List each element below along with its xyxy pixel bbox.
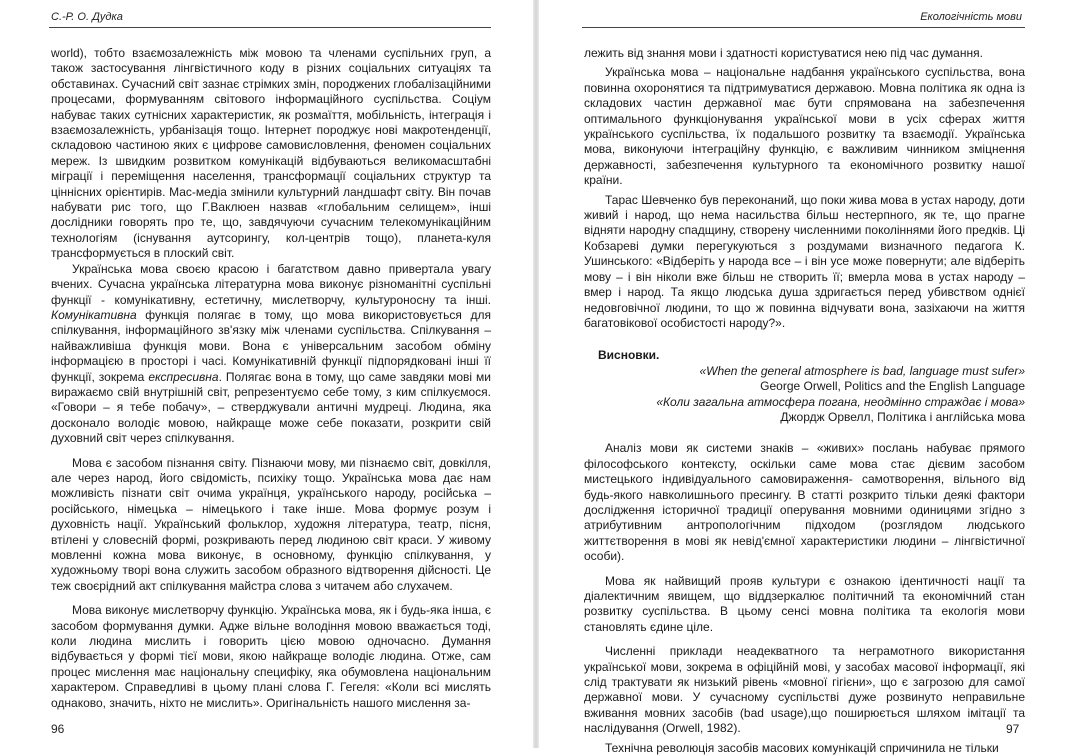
epigraph-quote-en: «When the general atmosphere is bad, language must sufer» bbox=[699, 363, 1025, 378]
right-body-text bbox=[584, 46, 1025, 756]
section-heading: Висновки. bbox=[598, 348, 660, 363]
paragraph: Мова виконує мислетворчу функцію. Українська мова, як і будь-яка інша, є засобом формування думки. Адже вільне володіння мовою вважається тоді, коли людина мислить і говорить цією мовою одночасно. Думання відбувається у формі тієї мови, якою найкраще володіє людина. Отже, сам процес мислення має національну специфіку, яка обумовлена національним характером. Справедливі в цьому плані слова Г. Гегеля: «Коли всі мислять однаково, значить, ніхто не мислить». Оригінальність нашого мислення за- bbox=[51, 603, 491, 710]
header-rule-right bbox=[582, 27, 1025, 28]
paragraph: Українська мова – національне надбання українського суспільства, вона повинна охоронятися та підтримуватися державою. Мовна політика як одна із складових частин державної має бути спрямована на забезпечення оптимального функціонування української мови в усіх сферах життя українського суспільства, їх подальшого розвитку та взаємодії. Українська мова, виконуючи інтеграційну функцію, є важливим чинником зміцнення державності, забезпечення культурного та економічного розвитку нашої країни. bbox=[584, 65, 1025, 188]
paragraph: Технічна революція засобів масових комунікацій спричинила не тільки bbox=[605, 740, 999, 755]
page-number-left: 96 bbox=[51, 722, 65, 736]
header-rule-left bbox=[49, 27, 491, 28]
paragraph: Тарас Шевченко був переконаний, що поки жива мова в устах народу, доти живий і народ, що нема насильства більш нестерпного, як те, що прагне відняти народну спадщину, створену численними поколіннями його предків. Ці Кобзареві думки перегукуються з роздумами визначного педагога К. Ушинського: «Відберіть у народа все – і він усе може повернути; але відберіть мову – і він ніколи вже більш не створить її; вмерла мова в устах народу – вмер і народ. Та якщо людська душа здригається перед убивством однієї недовговічної людини, то що ж повинна відчувати вона, зазіхаючи на життя багатовікової особистості народу?». bbox=[584, 192, 1025, 330]
paragraph: Українська мова своєю красою і багатством давно привертала увагу вчених. Сучасна українська літературна мова виконує різноманітні суспільні функції - комунікативну, естетичну, мислетворчу, культуроносну та інші. Комунікативна функція полягає в тому, що мова використовується для спілкування, інформаційного зв'язку між членами суспільства. Спілкування – найважливіша функція мови. Вона є універсальним засобом обміну інформацією в просторі і часі. Комунікативній функції підпорядковані інші її функції, зокрема експресивна. Полягає вона в тому, що саме завдяки мові ми виражаємо свій внутрішній світ, репрезентуємо себе тому, з ким спілкуємося. «Говори – я тебе побачу», – стверджували античні мудреці. Людина, яка досконало володіє мовою, найкраще може себе показати, розкрити свій духовний світ через спілкування. bbox=[51, 261, 491, 446]
epigraph-author-uk: Джордж Орвелл, Політика і англійська мова bbox=[780, 409, 1025, 424]
paragraph: Численні приклади неадекватного та неграмотного використання української мови, зокрема в офіційній мові, у засобах масової інформації, які слід трактувати як низький рівень «мовної гігієни», що є загрозою для самої державної мови. У сучасному суспільстві дуже розвинуто неправильне вживання мовних засобів (bad usage),що поширюється шляхом імітації та наслідування (Orwell, 1982). bbox=[584, 644, 1025, 736]
right-page bbox=[539, 0, 1073, 755]
term-expressive: експресивна bbox=[148, 369, 219, 384]
epigraph-author-en: George Orwell, Politics and the English Language bbox=[760, 379, 1025, 394]
term-communicative: Комунікативна bbox=[51, 307, 137, 322]
paragraph: Аналіз мови як системи знаків – «живих» послань набуває прямого філософського контексту, оскільки саме мова стає дієвим засобом мистецького індивідуального самовираження- самотворення, вільного від будь-якого навколишнього пресингу. В статті розкрито тільки деякі фактори дослідження історичної традиції оперування мовними одиницями згідно з атрибутивним антропологічним підходом (розглядом людського життєтворення в мові як невід'ємної характеристики людини – лінгвістичної особи). bbox=[584, 441, 1025, 564]
left-page bbox=[0, 0, 533, 748]
running-head-left: С.-Р. О. Дудка bbox=[51, 11, 123, 23]
paragraph: Мова як найвищий прояв культури є ознакою ідентичності нації та діалектичним явищем, що віддзеркалює політичний та економічний стан розвитку суспільства. В цьому сенсі мовна політика та екологія мови становлять єдине ціле. bbox=[584, 573, 1025, 634]
paragraph: world), тобто взаємозалежність між мовою та членами суспільних груп, а також застосування лінгвістичного коду в різних соціальних ситуаціях та обставинах. Сучасний світ зазнає стрімких змін, породжених глобалізаційними процесами, формуванням світового інформаційного суспільства. Соціум набуває таких сутнісних характеристик, як розмаїття, мобільність, інтеграція і взаємозалежність, урбанізація тощо. Інтернет породжує нові макротенденції, складовою частиною яких є цифрове самовисловлення, феномен соціальних мереж. Із швидким розвитком комунікацій відбуваються великомасштабні міграції і переміщення населення, трансформації соціальних структур та ціннісних орієнтирів. Мас-медіа змінили культурний ландшафт світу. Він почав набувати рис того, що Г.Ваклюен назвав «глобальним селищем», інші дослідники говорять про те, що, завдячуючи сучасним телекомунікаційним технологіям (існування аутсорингу, кол-центрів тощо), планета-куля трансформується в плоский світ. bbox=[51, 46, 491, 261]
running-head-right: Екологічність мови bbox=[920, 11, 1022, 23]
left-body-text bbox=[51, 46, 491, 711]
epigraph-quote-uk: «Коли загальна атмосфера погана, неодмінно страждає і мова» bbox=[656, 394, 1025, 409]
paragraph: лежить від знання мови і здатності користуватися нею під час думання. bbox=[584, 46, 983, 60]
page-number-right: 97 bbox=[1006, 722, 1020, 736]
paragraph: Мова є засобом пізнання світу. Пізнаючи мову, ми пізнаємо світ, довкілля, але через народ, його свідомість, психіку тощо. Українська мова дає нам можливість пізнати світ очима українця, українського народу, російська – російського, німецька – німецького і таке інше. Мова формує розум і духовність нації. Український фольклор, художня література, театр, пісня, втілені у словесній формі, розкривають перед людиною світ краси. У живому мовленні кожна мова виконує, в основному, функцію спілкування, у художньому творі вона служить засобом образного відтворення дійсності. Це теж своєрідний акт спілкування майстра слова з читачем або слухачем. bbox=[51, 455, 491, 593]
